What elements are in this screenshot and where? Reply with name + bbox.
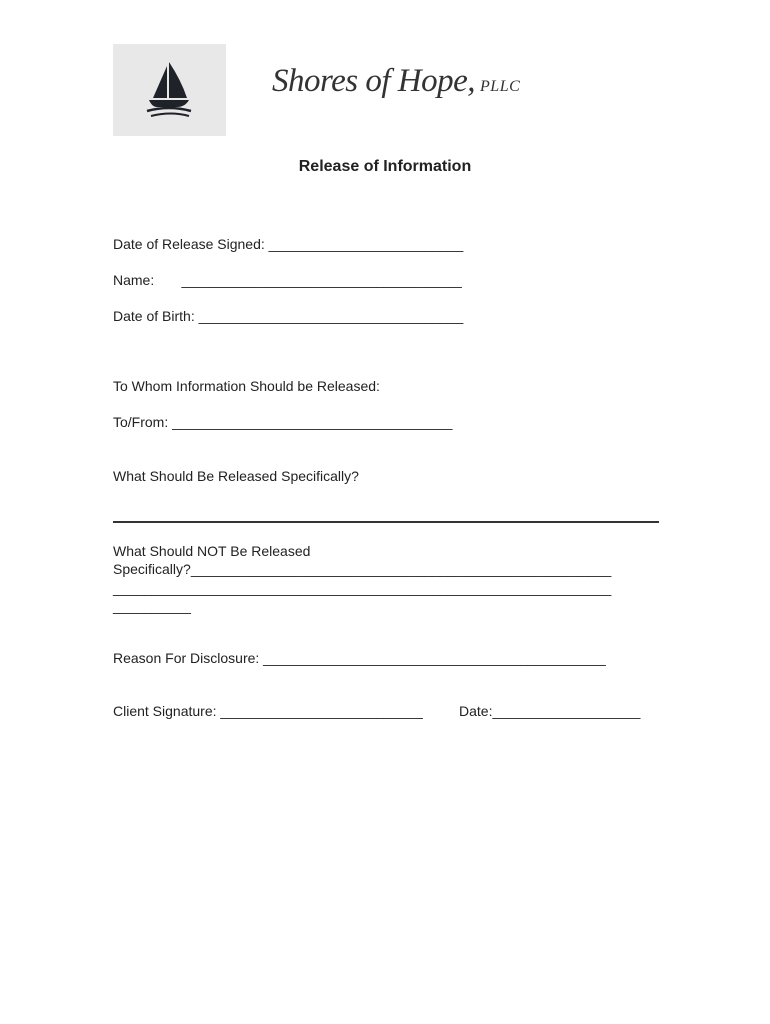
dob-field[interactable]: Date of Birth: __________________________________	[113, 308, 464, 324]
reason-field[interactable]: Reason For Disclosure: ____________________________________________	[113, 650, 606, 666]
not-release-field[interactable]: Specifically?______________________________________________________	[113, 561, 612, 577]
company-name	[272, 63, 520, 100]
date-field[interactable]: Date:___________________	[459, 703, 641, 719]
not-release-field-line-3[interactable]: __________	[113, 598, 191, 614]
to-from-field[interactable]: To/From: ____________________________________	[113, 414, 453, 430]
client-signature-field[interactable]: Client Signature: __________________________	[113, 703, 423, 719]
brand-name: Shores of Hope,	[272, 63, 476, 99]
release-specific-label: What Should Be Released Specifically?	[113, 468, 359, 484]
date-signed-field[interactable]: Date of Release Signed: _________________________	[113, 236, 464, 252]
not-release-label: What Should NOT Be Released	[113, 543, 311, 559]
brand-suffix: PLLC	[480, 78, 521, 95]
form-title: Release of Information	[298, 158, 472, 175]
release-specific-line[interactable]	[113, 521, 659, 523]
not-release-field-line-2[interactable]: ________________________________________________________________	[113, 580, 612, 596]
name-field[interactable]: Name: ____________________________________	[113, 272, 462, 288]
logo	[113, 44, 226, 136]
sailboat-icon	[143, 58, 195, 120]
to-whom-label: To Whom Information Should be Released:	[113, 378, 380, 394]
